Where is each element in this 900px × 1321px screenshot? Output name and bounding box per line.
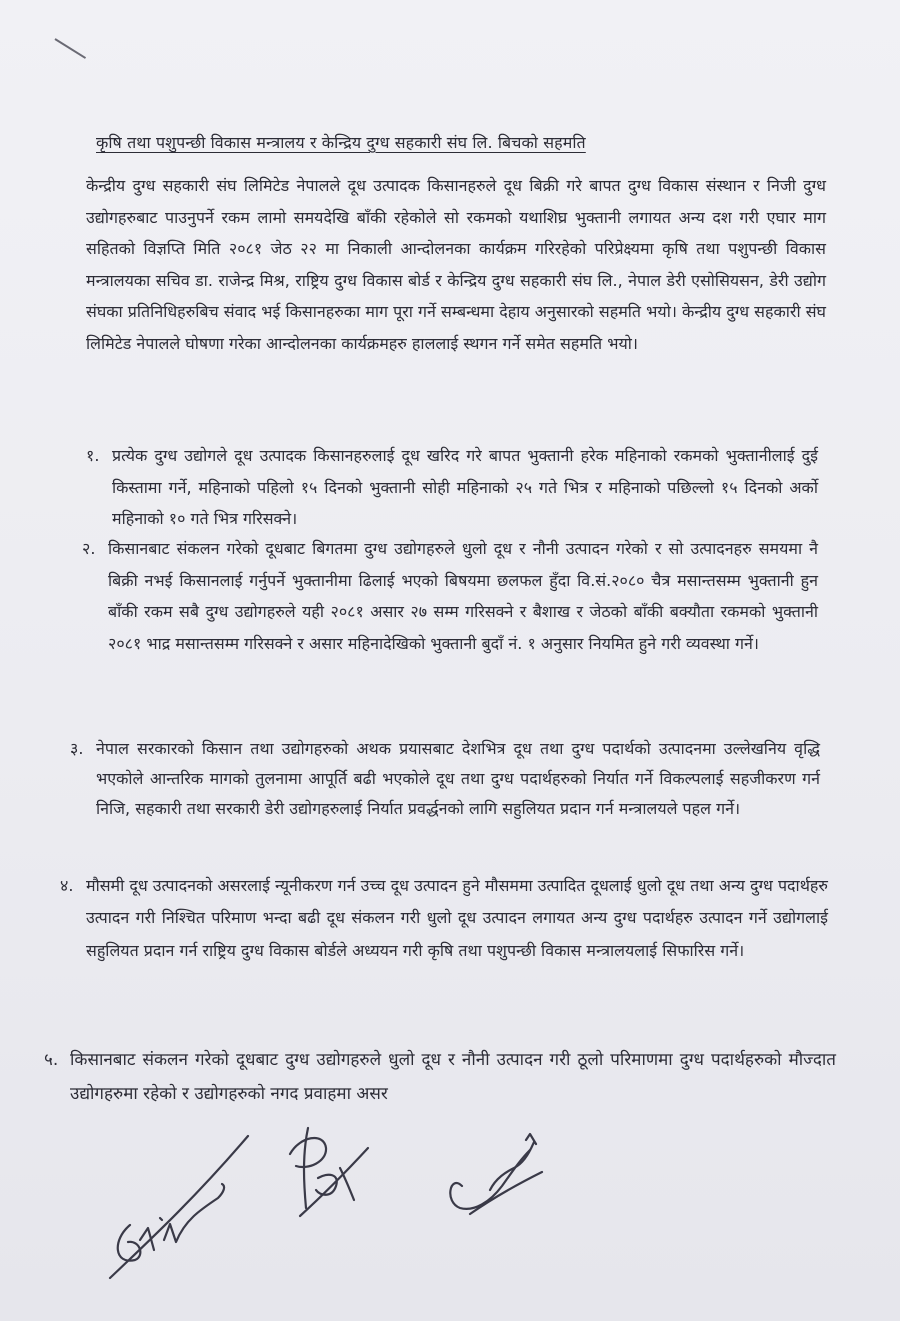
intro-paragraph: केन्द्रीय दुग्ध सहकारी संघ लिमिटेड नेपालले दूध उत्पादक किसानहरुले दूध बिक्री गरे बापत दुग्ध विकास संस्थान र निजी दुग्ध उद्योगहरुबाट पाउनुपर्ने रकम लामो समयदेखि बाँकी रहेकोले सो रकमको यथाशिघ्र भुक्तानी लगायत अन्य दश गरी एघार माग सहितको विज्ञप्ति मिति २०८१ जेठ २२ मा निकाली आन्दोलनका कार्यक्रम गरिरहेको परिप्रेक्ष्यमा कृषि तथा पशुपन्छी विकास मन्त्रालयका सचिव डा. राजेन्द्र मिश्र, राष्ट्रिय दुग्ध विकास बोर्ड र केन्द्रिय दुग्ध सहकारी संघ लि., नेपाल डेरी एसोसियसन, डेरी उद्योग संघका प्रतिनिधिहरुबिच संवाद भई किसानहरुका माग पूरा गर्ने सम्बन्धमा देहाय अनुसारको सहमति भयो। केन्द्रीय दुग्ध सहकारी संघ लिमिटेड नेपालले घोषणा गरेका आन्दोलनका कार्यक्रमहरु हाललाई स्थगन गर्ने समेत सहमति भयो।	[86, 176, 826, 353]
item-number: १.	[86, 446, 100, 465]
item-text: किसानबाट संकलन गरेको दूधबाट दुग्ध उद्योगहरुले धुलो दूध र नौनी उत्पादन गरी ठूलो परिमाणमा दुग्ध पदार्थहरुको मौज्दात उद्योगहरुमा रहेको र उद्योगहरुको नगद प्रवाहमा असर	[70, 1050, 836, 1104]
item-number: ५.	[44, 1050, 59, 1070]
item-number: २.	[82, 539, 96, 558]
item-text: किसानबाट संकलन गरेको दूधबाट बिगतमा दुग्ध उद्योगहरुले धुलो दूध र नौनी उत्पादन गरेको र सो उत्पादनहरु समयमा नै बिक्री नभई किसानलाई गर्नुपर्ने भुक्तानीमा ढिलाई भएको बिषयमा छलफल हुँदा वि.सं.२०८० चैत्र मसान्तसम्म भुक्तानी हुन बाँकी रकम सबै दुग्ध उद्योगहरुले यही २०८१ असार २७ सम्म गरिसक्ने र बैशाख र जेठको बाँकी बक्यौता रकमको भुक्तानी २०८१ भाद्र मसान्तसम्म गरिसक्ने र असार महिनादेखिको भुक्तानी बुदाँ नं. १ अनुसार नियमित हुने गरी व्यवस्था गर्ने।	[108, 539, 818, 653]
pen-mark	[54, 38, 86, 59]
list-item	[70, 734, 820, 824]
item-number: ४.	[60, 876, 74, 895]
item-text: मौसमी दूध उत्पादनको असरलाई न्यूनीकरण गर्न उच्च दूध उत्पादन हुने मौसममा उत्पादित दूधलाई धुलो दूध तथा अन्य दुग्ध पदार्थहरु उत्पादन गरी निश्चित परिमाण भन्दा बढी दूध संकलन गरी धुलो दूध उत्पादन लगायत अन्य दुग्ध पदार्थहरु उत्पादन गर्ने उद्योगलाई सहुलियत प्रदान गर्न राष्ट्रिय दुग्ध विकास बोर्डले अध्ययन गरी कृषि तथा पशुपन्छी विकास मन्त्रालयलाई सिफारिस गर्ने।	[86, 876, 828, 960]
document-title: कृषि तथा पशुपन्छी विकास मन्त्रालय र केन्द्रिय दुग्ध सहकारी संघ लि. बिचको सहमति	[96, 133, 586, 152]
item-text: प्रत्येक दुग्ध उद्योगले दूध उत्पादक किसानहरुलाई दूध खरिद गरे बापत भुक्तानी हरेक महिनाको रकमको भुक्तानीलाई दुई किस्तामा गर्ने, महिनाको पहिलो १५ दिनको भुक्तानी सोही महिनाको २५ गते भित्र र महिनाको पछिल्लो १५ दिनको अर्को महिनाको १० गते भित्र गरिसक्ने।	[112, 446, 818, 529]
signature-1	[90, 1100, 270, 1290]
signature-2	[270, 1108, 380, 1228]
list-item	[60, 870, 828, 967]
list-item	[82, 533, 818, 659]
item-text: नेपाल सरकारको किसान तथा उद्योगहरुको अथक प्रयासबाट देशभित्र दूध तथा दुग्ध पदार्थको उत्पादनमा उल्लेखनिय वृद्धि भएकोले आन्तरिक मागको तुलनामा आपूर्ति बढी भएकोले दूध तथा दुग्ध पदार्थहरुको निर्यात गर्ने विकल्पलाई सहजीकरण गर्न निजि, सहकारी तथा सरकारी डेरी उद्योगहरुलाई निर्यात प्रवर्द्धनको लागि सहुलियत प्रदान गर्न मन्त्रालयले पहल गर्ने।	[96, 739, 820, 818]
list-item	[86, 440, 818, 535]
signature-3	[430, 1120, 560, 1230]
item-number: ३.	[70, 739, 84, 758]
